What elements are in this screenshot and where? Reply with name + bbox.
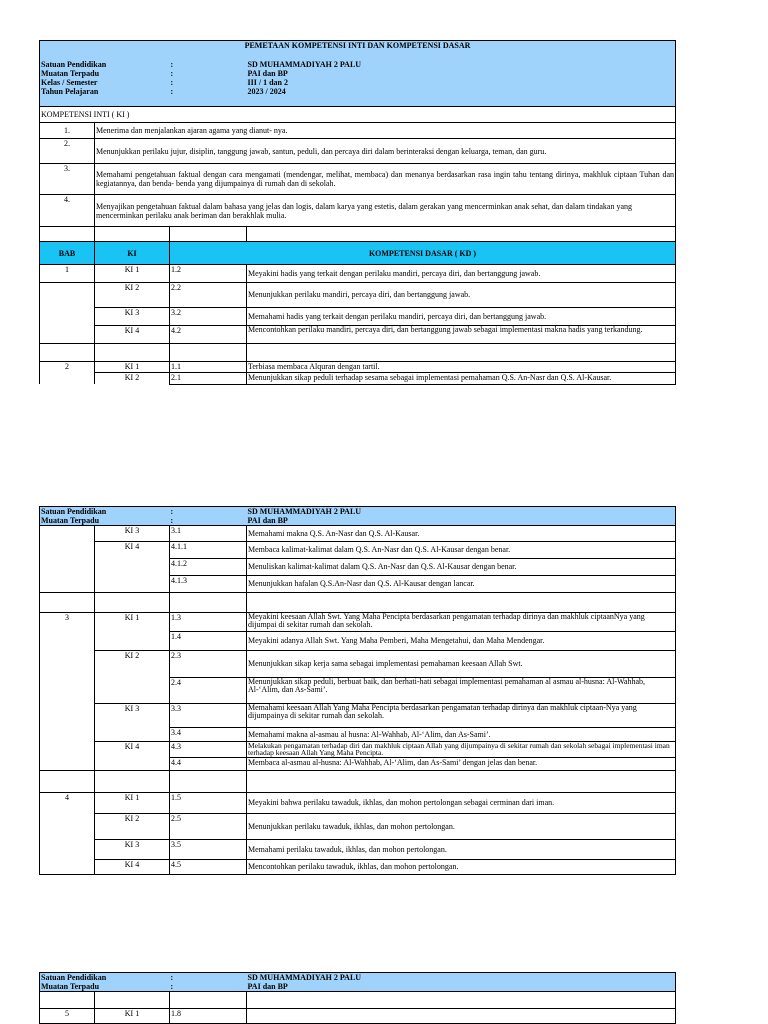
page-3-table	[39, 972, 676, 1024]
table-row: 4.1.2 Menuliskan kalimat-kalimat dalam Q.S. An-Nasr dan Q.S. Al-Kausar dengan benar.	[40, 558, 676, 575]
table-row: KI 2 2.3 Menunjukkan sikap kerja sama sebagai implementasi pemahaman keesaan Allah Swt.	[40, 650, 676, 677]
table-row: KI 2 2.5 Menunjukkan perilaku tawaduk, ikhlas, dan mohon pertolongan.	[40, 813, 676, 839]
header-row: Satuan Pendidikan : SD MUHAMMADIYAH 2 PALU	[40, 507, 676, 517]
header-row: Satuan Pendidikan : SD MUHAMMADIYAH 2 PALU	[40, 60, 676, 69]
ki-row: 4. Menyajikan pengetahuan faktual dalam bahasa yang jelas dan logis, dalam karya yang estetis, dalam gerakan yang mencerminkan anak sehat, dan dalam tindakan yang mencerminkan perilaku anak beriman dan berakhlak mulia.	[40, 195, 676, 227]
column-header-ki: KI	[95, 242, 170, 265]
header-row: Muatan Terpadu : PAI dan BP	[40, 69, 676, 78]
table-row: KI 3 3.3 Memahami keesaan Allah Yang Maha Pencipta berdasarkan pengamatan terhadap dirinya dan makhluk ciptaan-Nya yang dijumpainya di sekitar rumah dan sekolah.	[40, 703, 676, 727]
table-row: KI 3 3.1 Memahami makna Q.S. An-Nasr dan Q.S. Al-Kausar.	[40, 526, 676, 542]
table-row: 1.4 Meyakini adanya Allah Swt. Yang Maha Pemberi, Maha Mengetahui, dan Maha Mendengar.	[40, 631, 676, 650]
ki-row: 3. Memahami pengetahuan faktual dengan cara mengamati (mendengar, melihat, membaca) dan menanya berdasarkan rasa ingin tahu tentang dirinya, makhluk ciptaan Tuhan dan kegiatannya, dan benda- benda yang dijumpainya di rumah dan di sekolah.	[40, 164, 676, 195]
column-header-kd: KOMPETENSI DASAR ( KD )	[170, 242, 676, 265]
table-row: KI 4 4.3 Melakukan pengamatan terhadap diri dan makhluk ciptaan Allah yang dijumpainya di sekitar rumah dan sekolah sebagai implementasi iman terhadap keesaan Allah Yang Maha Pencipta.	[40, 741, 676, 757]
table-row: 2.4 Menunjukkan sikap peduli, berbuat baik, dan berhati-hati sebagai implementasi pemahaman al asmau al-husna: Al-Wahhab, Al-‘Alim, dan As-Sami’.	[40, 677, 676, 703]
table-row: 3 KI 1 1.3 Meyakini keesaan Allah Swt. Yang Maha Pencipta berdasarkan pengamatan terhadap dirinya dan makhluk ciptaanNya yang dijumpai di sekitar rumah dan sekolah.	[40, 613, 676, 632]
table-row: 3.4 Memahami makna al-asmau al husna: Al-Wahhab, Al-‘Alim, dan As-Sami’.	[40, 727, 676, 741]
page-2-table	[39, 506, 676, 875]
column-header-bab: BAB	[40, 242, 95, 265]
table-row	[40, 771, 676, 793]
page-1-table	[39, 40, 676, 385]
header-row: Tahun Pelajaran : 2023 / 2024	[40, 87, 676, 96]
table-row: 2 KI 1 1.1 Terbiasa membaca Alquran dengan tartil.	[40, 362, 676, 373]
page-1	[39, 40, 675, 385]
table-row	[40, 593, 676, 613]
table-row: 4.4 Membaca al-asmau al-husna: Al-Wahhab, Al-‘Alim, dan As-Sami’ dengan jelas dan benar.	[40, 757, 676, 771]
table-row: 4 KI 1 1.5 Meyakini bahwa perilaku tawaduk, ikhlas, dan mohon pertolongan sebagai cerminan dari iman.	[40, 793, 676, 814]
table-row: 5 KI 1 1.8	[40, 1009, 676, 1024]
page-3	[39, 972, 675, 1024]
table-row	[40, 344, 676, 362]
header-row: Kelas / Semester : III / 1 dan 2	[40, 78, 676, 87]
table-row: KI 4 4.5 Mencontohkan perilaku tawaduk, ikhlas, dan mohon pertolongan.	[40, 859, 676, 875]
header-row: Satuan Pendidikan : SD MUHAMMADIYAH 2 PALU	[40, 973, 676, 983]
header-row: Muatan Terpadu : PAI dan BP	[40, 982, 676, 992]
ki-heading: KOMPETENSI INTI ( KI )	[40, 107, 676, 123]
table-row: KI 3 3.5 Memahami perilaku tawaduk, ikhlas, dan mohon pertolongan.	[40, 839, 676, 859]
table-row	[40, 992, 676, 1009]
header-row: Muatan Terpadu : PAI dan BP	[40, 516, 676, 526]
document-title: PEMETAAN KOMPETENSI INTI DAN KOMPETENSI DASAR	[40, 41, 676, 54]
table-row: 1 KI 1 1.2 Meyakini hadis yang terkait dengan perilaku mandiri, percaya diri, dan bertanggung jawab.	[40, 265, 676, 283]
table-row: 4.1.3 Menunjukkan hafalan Q.S.An-Nasr dan Q.S. Al-Kausar dengan lancar.	[40, 575, 676, 593]
table-row: KI 3 3.2 Memahami hadis yang terkait dengan perilaku mandiri, percaya diri, dan bertanggung jawab.	[40, 307, 676, 325]
spacer	[40, 96, 676, 107]
table-row: KI 2 2.1 Menunjukkan sikap peduli terhadap sesama sebagai implementasi pemahaman Q.S. An-Nasr dan Q.S. Al-Kausar.	[40, 372, 676, 384]
table-row: KI 2 2.2 Menunjukkan perilaku mandiri, percaya diri, dan bertanggung jawab.	[40, 283, 676, 308]
ki-row: 1. Menerima dan menjalankan ajaran agama yang dianut- nya.	[40, 123, 676, 139]
table-row: KI 4 4.1.1 Membaca kalimat-kalimat dalam Q.S. An-Nasr dan Q.S. Al-Kausar dengan benar.	[40, 541, 676, 558]
page-2	[39, 506, 675, 875]
spacer	[40, 53, 676, 60]
ki-row: 2. Menunjukkan perilaku jujur, disiplin, tanggung jawab, santun, peduli, dan percaya diri dalam berinteraksi dengan keluarga, teman, dan guru.	[40, 139, 676, 164]
kd-header-row	[40, 242, 676, 265]
table-row: KI 4 4.2 Mencontohkan perilaku mandiri, percaya diri, dan bertanggung jawab sebagai implementasi makna hadis yang terkandung.	[40, 325, 676, 344]
